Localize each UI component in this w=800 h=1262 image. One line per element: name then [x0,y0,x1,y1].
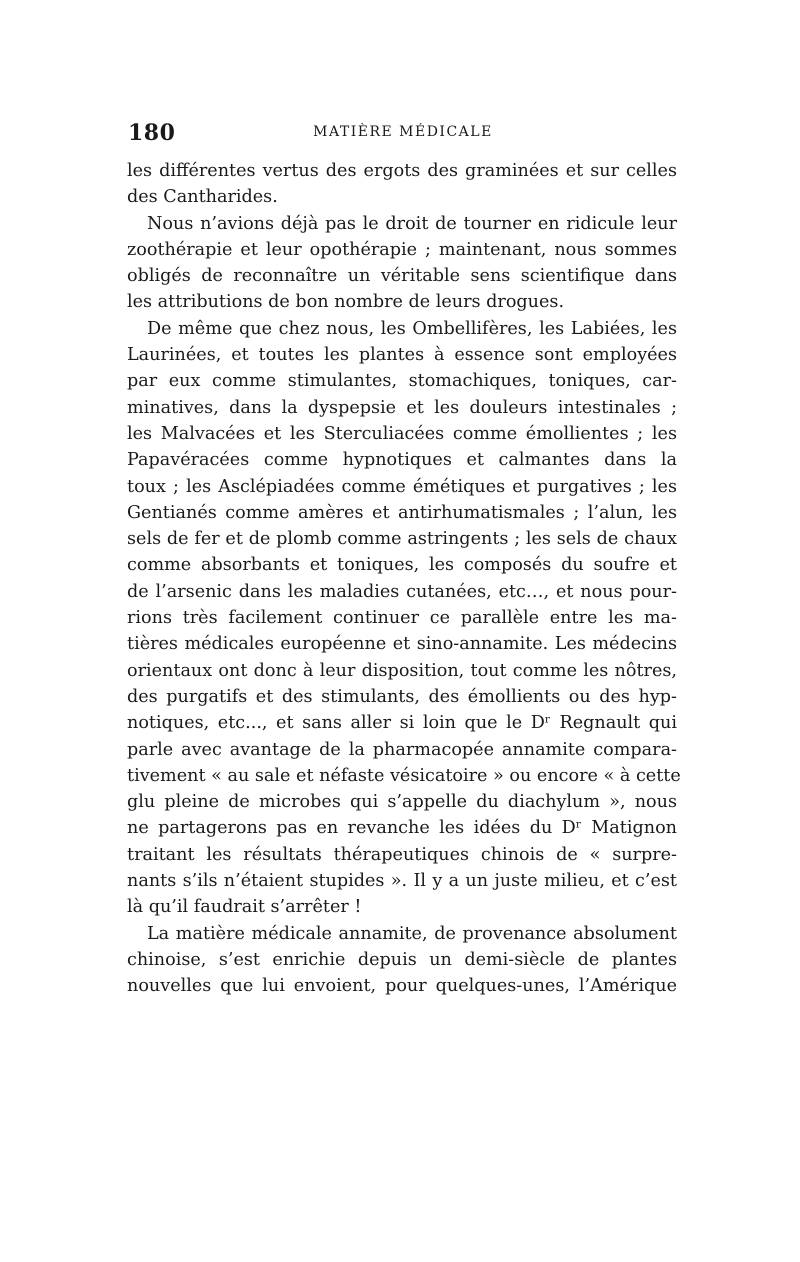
text-line: traitant les résultats thérapeutiques chinois de « surpre- [127,844,677,865]
text-line: sels de fer et de plomb comme astringents ; les sels de chaux [127,529,677,550]
text-line: glu pleine de microbes qui s’appelle du diachylum », nous [127,792,677,813]
text-line: notiques, etc..., et sans aller si loin que le Dʳ Regnault qui [127,713,677,734]
text-line: rions très facilement continuer ce parallèle entre les ma- [127,608,677,629]
text-line: là qu’il faudrait s’arrêter ! [127,897,362,918]
text-line: obligés de reconnaître un véritable sens scientifique dans [127,266,677,287]
text-line: les Malvacées et les Sterculiacées comme émollientes ; les [127,423,677,444]
page-header [128,120,678,144]
text-line: par eux comme stimulantes, stomachiques, toniques, car- [127,371,677,392]
text-line: zoothérapie et leur opothérapie ; maintenant, nous sommes [127,239,677,260]
text-line: nouvelles que lui envoient, pour quelques-unes, l’Amérique [127,976,677,997]
text-line: parle avec avantage de la pharmacopée annamite compara- [127,739,677,760]
text-line: minatives, dans la dyspepsie et les douleurs intestinales ; [127,397,677,418]
text-line: ne partagerons pas en revanche les idées du Dʳ Matignon [127,818,677,839]
text-line: tivement « au sale et néfaste vésicatoire » ou encore « à cette [127,765,681,786]
text-line: chinoise, s’est enrichie depuis un demi-siècle de plantes [127,949,677,970]
text-line: les différentes vertus des ergots des graminées et sur celles [127,161,677,181]
text-line: De même que chez nous, les Ombellifères, les Labiées, les [147,318,677,339]
text-line: Papavéracées comme hypnotiques et calmantes dans la [127,450,677,471]
text-line: Gentianés comme amères et antirhumatismales ; l’alun, les [127,502,677,523]
text-line: Nous n’avions déjà pas le droit de tourner en ridicule leur [147,213,677,234]
text-line: de l’arsenic dans les maladies cutanées, etc…, et nous pour- [127,581,677,602]
running-title: MATIÈRE MÉDICALE [313,124,493,140]
text-line: Laurinées, et toutes les plantes à essence sont employées [127,345,677,366]
text-line: des Cantharides. [127,187,278,208]
text-line: des purgatifs et des stimulants, des émollients ou des hyp- [127,686,677,707]
page-number: 180 [128,120,176,146]
text-line: nants s’ils n’étaient stupides ». Il y a un juste milieu, et c’est [127,871,677,892]
text-line: La matière médicale annamite, de provenance absolument [147,923,677,944]
text-line: tières médicales européenne et sino-annamite. Les médecins [127,634,677,655]
body-text [127,158,681,1000]
text-line: toux ; les Asclépiadées comme émétiques et purgatives ; les [127,476,677,497]
text-line: les attributions de bon nombre de leurs drogues. [127,292,565,313]
text-line: comme absorbants et toniques, les composés du soufre et [127,555,677,576]
text-line: orientaux ont donc à leur disposition, tout comme les nôtres, [127,660,677,681]
